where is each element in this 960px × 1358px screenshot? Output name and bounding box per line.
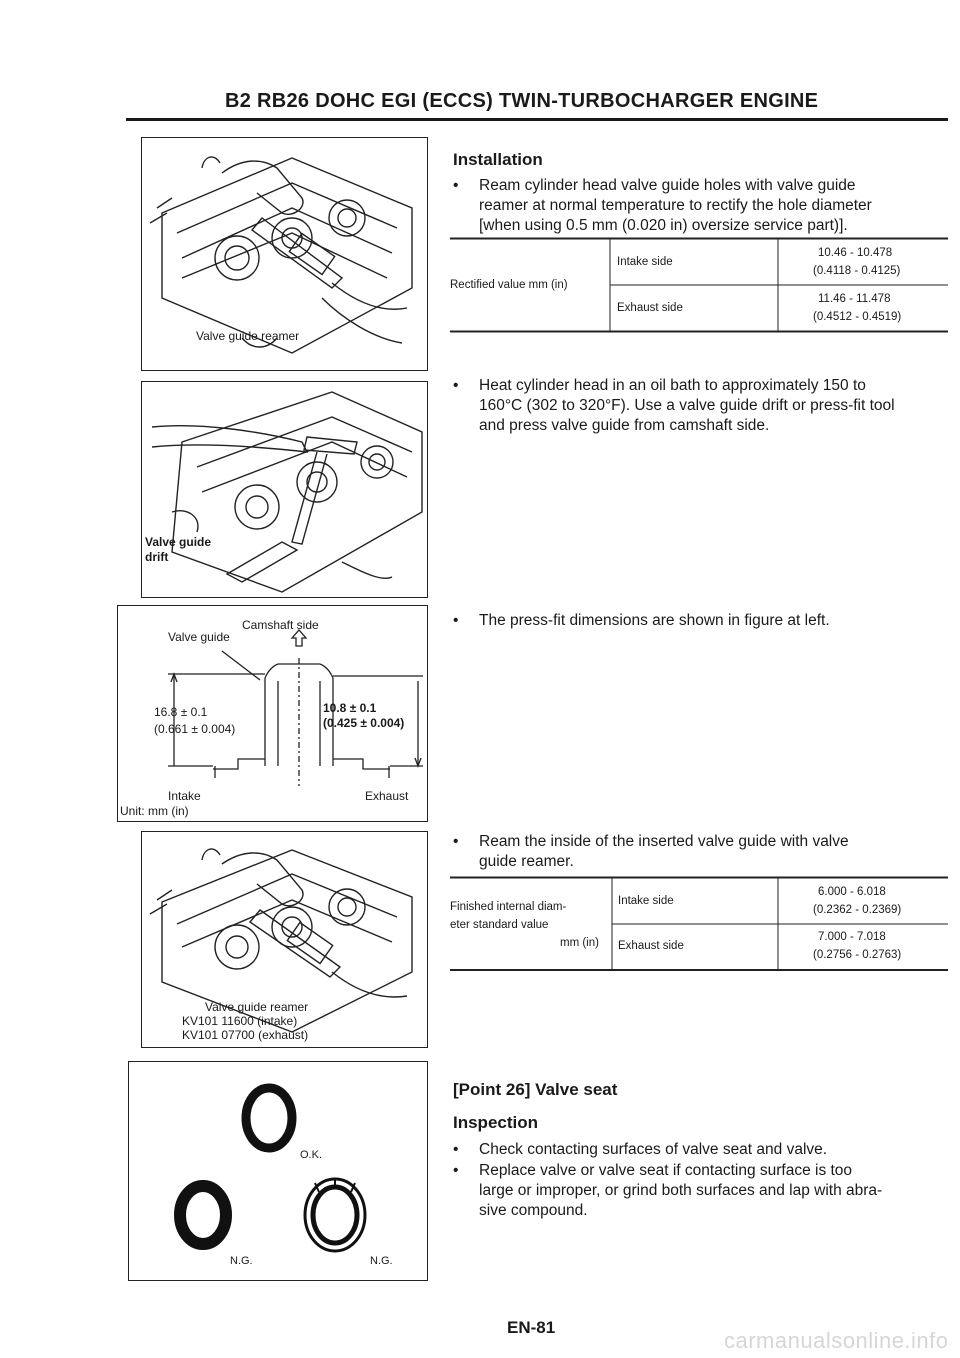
bullet-text: Ream cylinder head valve guide holes with valve guide (479, 177, 856, 194)
bullet-text: Check contacting surfaces of valve seat and valve. (479, 1141, 828, 1158)
valve-guide-label: Valve guide (168, 630, 230, 644)
figure-valve-seat-contact (128, 1061, 428, 1281)
inspection-heading: Inspection (453, 1113, 539, 1132)
bullet-text: Ream the inside of the inserted valve guide with valve (479, 833, 849, 850)
bullet-text: guide reamer. (479, 853, 574, 870)
bullet-press-fit: • The press-fit dimensions are shown in figure at left. (453, 612, 830, 629)
bullet-ream: • Ream cylinder head valve guide holes with valve guide reamer at normal temperature to rectify the hole diameter [when using 0.5 mm (0.020 in) oversize service part)]. (453, 177, 872, 234)
figure-caption-line1: Valve guide (145, 535, 212, 549)
table-row-label: Rectified value mm (in) (450, 279, 568, 291)
unit-label: Unit: mm (in) (120, 804, 189, 818)
exhaust-dimension: 10.8 ± 0.1 (323, 701, 377, 715)
valve-seat-heading: [Point 26] Valve seat (453, 1080, 618, 1099)
table-label-line2: eter standard value (450, 919, 549, 931)
bullet-text: 160°C (302 to 320°F). Use a valve guide drift or press-fit tool (479, 397, 895, 414)
bullet-text: [when using 0.5 mm (0.020 in) oversize service part)]. (479, 217, 848, 234)
exhaust-side-label: Exhaust side (617, 302, 683, 314)
intake-value-in: (0.2362 - 0.2369) (813, 904, 902, 916)
table-label-line1: Finished internal diam- (450, 901, 567, 913)
bullet-heat: • Heat cylinder head in an oil bath to approximately 150 to 160°C (302 to 320°F). Use a valve guide drift or press-fit tool and press valve guide from camshaft side. (453, 377, 895, 434)
bullet-text: sive compound. (479, 1202, 588, 1219)
watermark: carmanualsonline.info (724, 1328, 949, 1353)
page-title: B2 RB26 DOHC EGI (ECCS) TWIN-TURBOCHARGER ENGINE (225, 90, 819, 112)
table-label-unit: mm (in) (560, 937, 599, 949)
exhaust-value-in: (0.2756 - 0.2763) (813, 949, 902, 961)
rectified-value-table (450, 237, 948, 333)
intake-value: 10.46 - 10.478 (818, 247, 893, 259)
intake-dimension-in: (0.661 ± 0.004) (154, 722, 236, 736)
intake-side-label: Intake side (617, 256, 673, 268)
finished-diameter-table (450, 876, 948, 972)
intake-side-label: Intake side (618, 895, 674, 907)
installation-heading: Installation (453, 150, 543, 169)
tool-intake-label: KV101 11600 (intake) (182, 1014, 298, 1028)
bullet-text: large or improper, or grind both surfaces and lap with abra- (479, 1182, 883, 1199)
figure-press-fit-dimensions (117, 605, 428, 822)
bullet-check-surfaces: • Check contacting surfaces of valve seat and valve. (453, 1141, 828, 1158)
figure-valve-guide-drift (141, 381, 428, 598)
bullet-text: Heat cylinder head in an oil bath to approximately 150 to (479, 377, 866, 394)
intake-label: Intake (168, 789, 201, 803)
camshaft-side-label: Camshaft side (242, 618, 319, 632)
intake-dimension: 16.8 ± 0.1 (154, 705, 208, 719)
exhaust-value-in: (0.4512 - 0.4519) (813, 311, 902, 323)
figure-caption: Valve guide reamer (196, 329, 300, 343)
bullet-text: The press-fit dimensions are shown in figure at left. (479, 612, 830, 629)
bullet-ream-inside: • Ream the inside of the inserted valve guide with valve guide reamer. (453, 833, 849, 870)
exhaust-dimension-in: (0.425 ± 0.004) (323, 716, 405, 730)
ok-label: O.K. (300, 1149, 323, 1161)
ng-label-1: N.G. (230, 1255, 253, 1267)
bullet-text: and press valve guide from camshaft side. (479, 417, 770, 434)
page-number: EN-81 (507, 1318, 556, 1337)
tool-exhaust-label: KV101 07700 (exhaust) (182, 1028, 309, 1042)
figure-valve-guide-reamer-tools (141, 831, 428, 1048)
bullet-replace-valve: • Replace valve or valve seat if contacting surface is too large or improper, or grind both surfaces and lap with abra- sive compound. (453, 1162, 883, 1219)
intake-value-in: (0.4118 - 0.4125) (813, 265, 901, 277)
ng-label-2: N.G. (370, 1255, 393, 1267)
intake-value: 6.000 - 6.018 (818, 886, 886, 898)
exhaust-side-label: Exhaust side (618, 940, 684, 952)
contact-pattern-rings (129, 1062, 427, 1280)
figure-valve-guide-reamer (141, 137, 428, 371)
figure-caption-line1: Valve guide reamer (205, 1000, 309, 1014)
figure-caption-line2: drift (145, 550, 169, 564)
engine-head-drift-illustration (142, 382, 427, 597)
exhaust-value: 11.46 - 11.478 (818, 293, 891, 305)
exhaust-value: 7.000 - 7.018 (818, 931, 886, 943)
exhaust-label: Exhaust (365, 789, 409, 803)
header-rule (126, 118, 948, 121)
bullet-text: Replace valve or valve seat if contacting surface is too (479, 1162, 853, 1179)
bullet-text: reamer at normal temperature to rectify the hole diameter (479, 197, 872, 214)
